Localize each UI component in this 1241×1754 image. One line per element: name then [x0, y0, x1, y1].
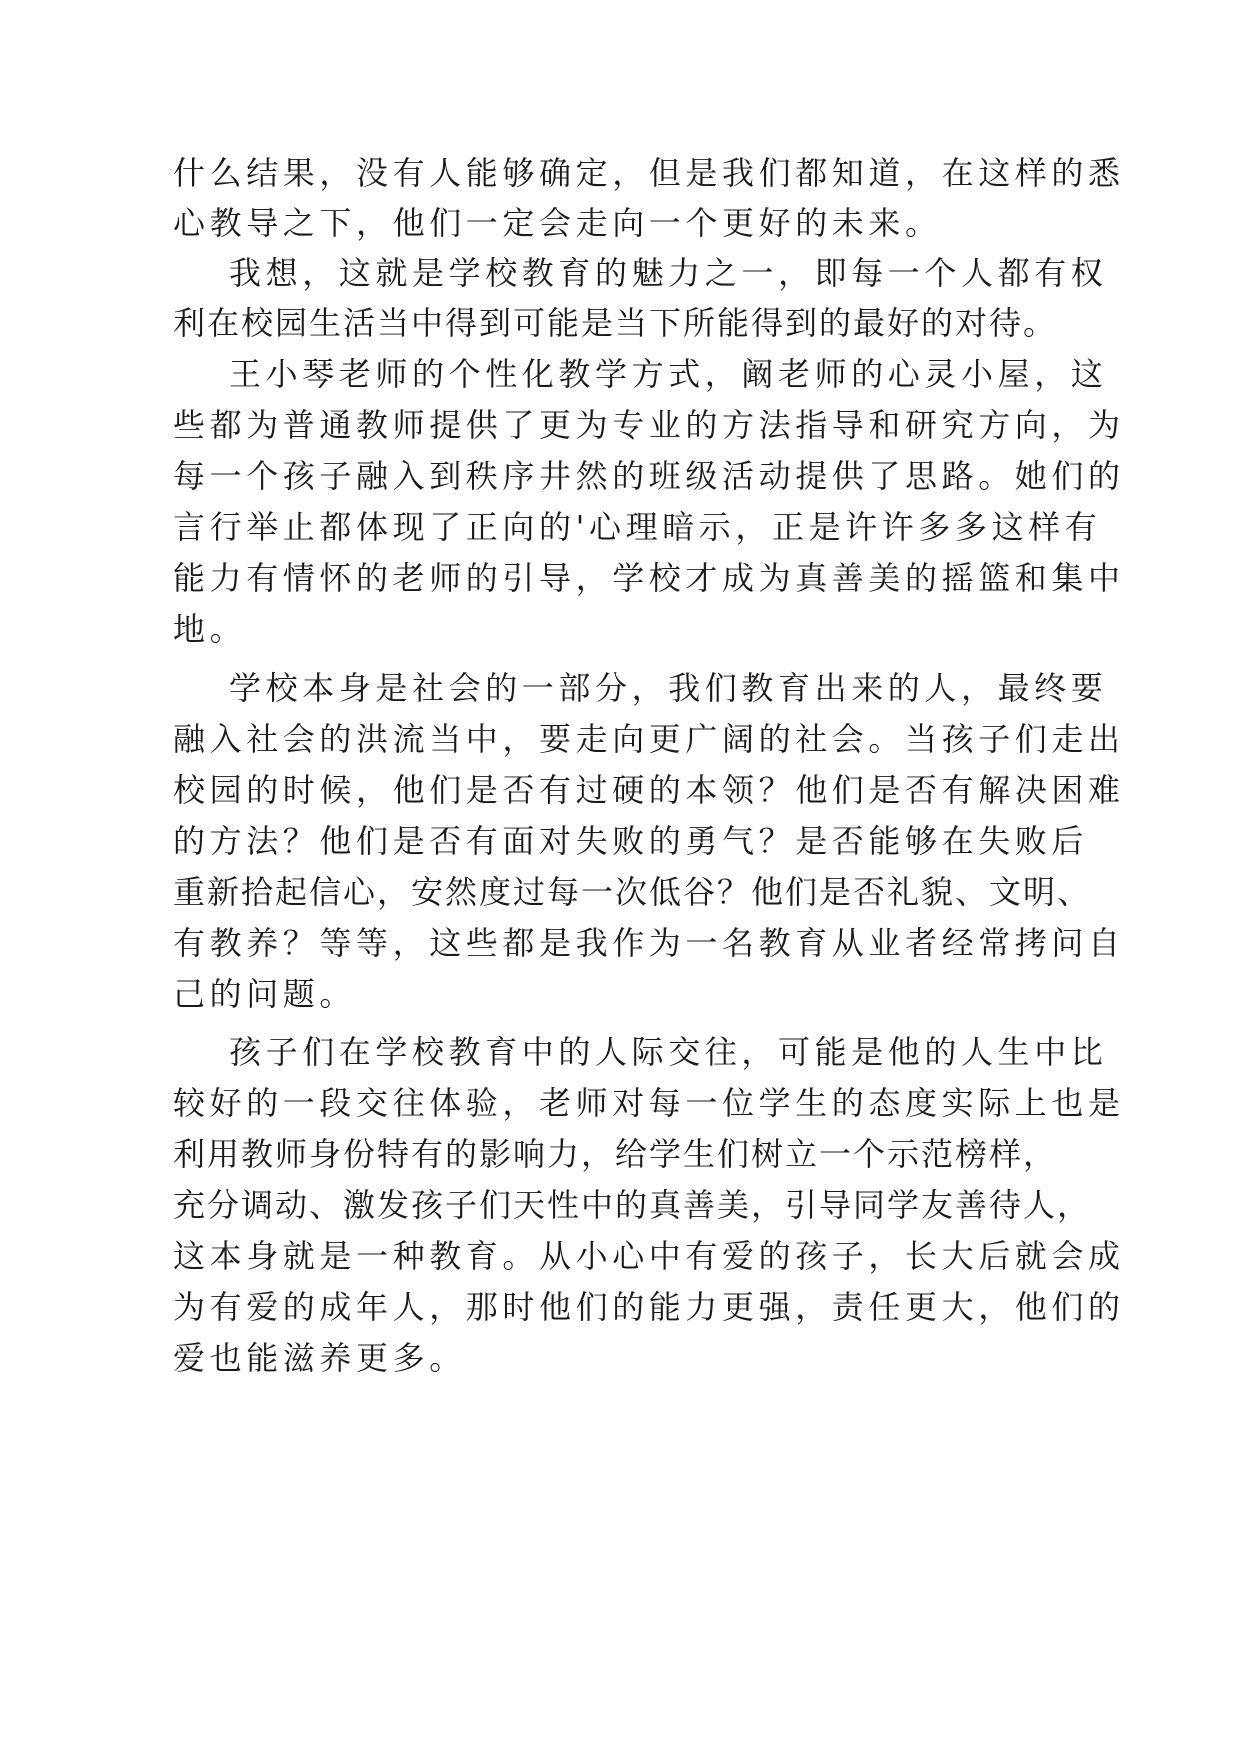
text-line: 重新拾起信心，安然度过每一次低谷？他们是否礼貌、文明、: [173, 873, 1092, 911]
text-line: 些都为普通教师提供了更为专业的方法指导和研究方向，为: [173, 406, 1125, 444]
text-line: 学校本身是社会的一部分，我们教育出来的人，最终要: [229, 669, 1108, 707]
text-line: 孩子们在学校教育中的人际交往，可能是他的人生中比: [229, 1033, 1108, 1071]
text-line: 利在校园生活当中得到可能是当下所能得到的最好的对待。: [173, 304, 1058, 342]
text-line: 能力有情怀的老师的引导，学校才成为真善美的摇篮和集中: [173, 559, 1125, 597]
text-line: 什么结果，没有人能够确定，但是我们都知道，在这样的悉: [173, 154, 1125, 192]
text-line: 的方法？他们是否有面对失败的勇气？是否能够在失败后: [173, 822, 1089, 860]
text-line: 这本身就是一种教育。从小心中有爱的孩子，长大后就会成: [173, 1237, 1125, 1275]
text-line: 利用教师身份特有的影响力，给学生们树立一个示范榜样，: [173, 1135, 1058, 1173]
text-line: 心教导之下，他们一定会走向一个更好的未来。: [173, 204, 942, 242]
text-line: 每一个孩子融入到秩序井然的班级活动提供了思路。她们的: [173, 457, 1125, 495]
text-line: 言行举止都体现了正向的'心理暗示，正是许许多多这样有: [173, 508, 1102, 546]
text-line: 王小琴老师的个性化教学方式，阚老师的心灵小屋，这: [229, 355, 1108, 393]
text-line: 有教养？等等，这些都是我作为一名教育从业者经常拷问自: [173, 924, 1125, 962]
text-line: 爱也能滋养更多。: [173, 1339, 466, 1377]
text-line: 校园的时候，他们是否有过硬的本领？他们是否有解决困难: [173, 771, 1125, 809]
text-line: 较好的一段交往体验，老师对每一位学生的态度实际上也是: [173, 1084, 1125, 1122]
text-line: 地。: [173, 610, 247, 648]
text-line: 我想，这就是学校教育的魅力之一，即每一个人都有权: [229, 254, 1108, 292]
text-line: 充分调动、激发孩子们天性中的真善美，引导同学友善待人，: [173, 1186, 1092, 1224]
text-line: 融入社会的洪流当中，要走向更广阔的社会。当孩子们走出: [173, 720, 1125, 758]
text-line: 己的问题。: [173, 975, 357, 1013]
text-line: 为有爱的成年人，那时他们的能力更强，责任更大，他们的: [173, 1288, 1125, 1326]
